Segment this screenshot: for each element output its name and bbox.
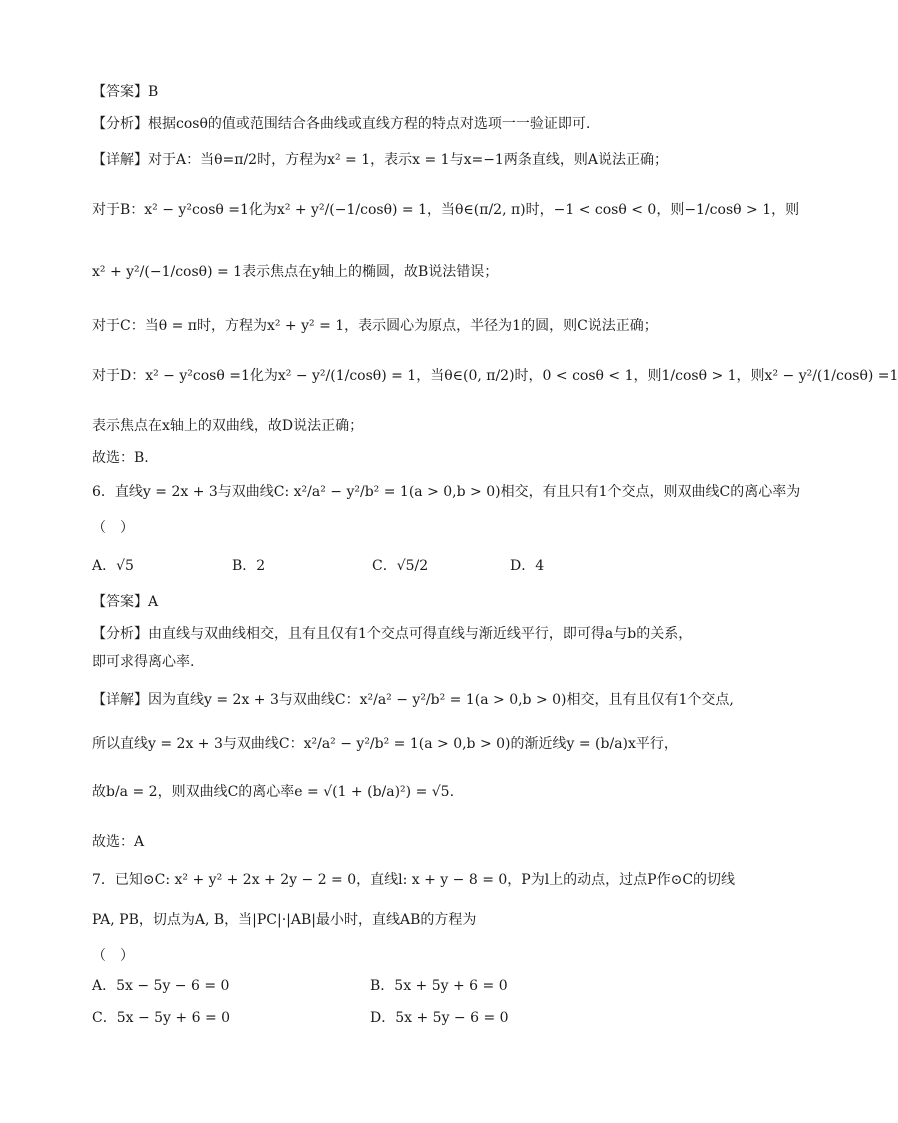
question-6: 6．直线y = 2x + 3与双曲线C: x²/a² − y²/b² = 1(a > 0,b > 0)相交，有且只有1个交点，则双曲线C的离心率为 — [92, 484, 801, 500]
choice-line: 故选：A — [92, 834, 145, 850]
detail-line: 【详解】对于A：当θ=π/2时，方程为x² = 1，表示x = 1与x=−1两条直线，则A说法正确； — [92, 152, 668, 168]
detail-line: x² + y²/(−1/cosθ) = 1表示焦点在y轴上的椭圆，故B说法错误； — [92, 264, 499, 280]
answer-line: 【答案】B — [92, 84, 159, 100]
q6-option-c: C．√5/2 — [372, 558, 429, 574]
question-7: 7．已知⊙C: x² + y² + 2x + 2y − 2 = 0，直线l: x + y − 8 = 0，P为l上的动点，过点P作⊙C的切线 — [92, 872, 736, 888]
detail-line: 对于B：x² − y²cosθ =1化为x² + y²/(−1/cosθ) = 1，当θ∈(π/2, π)时，−1 < cosθ < 0，则−1/cosθ > 1，则 — [92, 202, 800, 218]
choice-line: 故选：B. — [92, 450, 149, 466]
question-7-blank: （ ） — [92, 948, 134, 964]
q6-option-d: D．4 — [510, 558, 545, 574]
q6-option-b: B．2 — [232, 558, 266, 574]
analysis-line: 【分析】根据cosθ的值或范围结合各曲线或直线方程的特点对选项一一验证即可. — [92, 116, 591, 132]
question-7: PA, PB，切点为A, B，当|PC|·|AB|最小时，直线AB的方程为 — [92, 912, 477, 928]
analysis-line: 【分析】由直线与双曲线相交，且有且仅有1个交点可得直线与渐近线平行，即可得a与b的关系， — [92, 626, 693, 642]
detail-line: 【详解】因为直线y = 2x + 3与双曲线C：x²/a² − y²/b² = 1(a > 0,b > 0)相交，且有且仅有1个交点, — [92, 692, 734, 708]
detail-line: 故b/a = 2，则双曲线C的离心率e = √(1 + (b/a)²) = √5. — [92, 784, 455, 800]
q7-option-b: B．5x + 5y + 6 = 0 — [370, 978, 508, 994]
q7-option-d: D．5x + 5y − 6 = 0 — [370, 1010, 509, 1026]
detail-line: 对于D：x² − y²cosθ =1化为x² − y²/(1/cosθ) = 1，当θ∈(0, π/2)时，0 < cosθ < 1，则1/cosθ > 1，则x² − y²/(1/cosθ) =1 — [92, 368, 898, 384]
q7-option-a: A．5x − 5y − 6 = 0 — [92, 978, 230, 994]
detail-line: 表示焦点在x轴上的双曲线，故D说法正确； — [92, 418, 364, 434]
q6-option-a: A．√5 — [92, 558, 134, 574]
question-6-blank: （ ） — [92, 520, 134, 536]
detail-line: 所以直线y = 2x + 3与双曲线C：x²/a² − y²/b² = 1(a > 0,b > 0)的渐近线y = (b/a)x平行， — [92, 736, 678, 752]
answer-line: 【答案】A — [92, 594, 159, 610]
analysis-line: 即可求得离心率. — [92, 654, 195, 670]
detail-line: 对于C：当θ = π时，方程为x² + y² = 1，表示圆心为原点，半径为1的圆，则C说法正确； — [92, 318, 658, 334]
q7-option-c: C．5x − 5y + 6 = 0 — [92, 1010, 231, 1026]
